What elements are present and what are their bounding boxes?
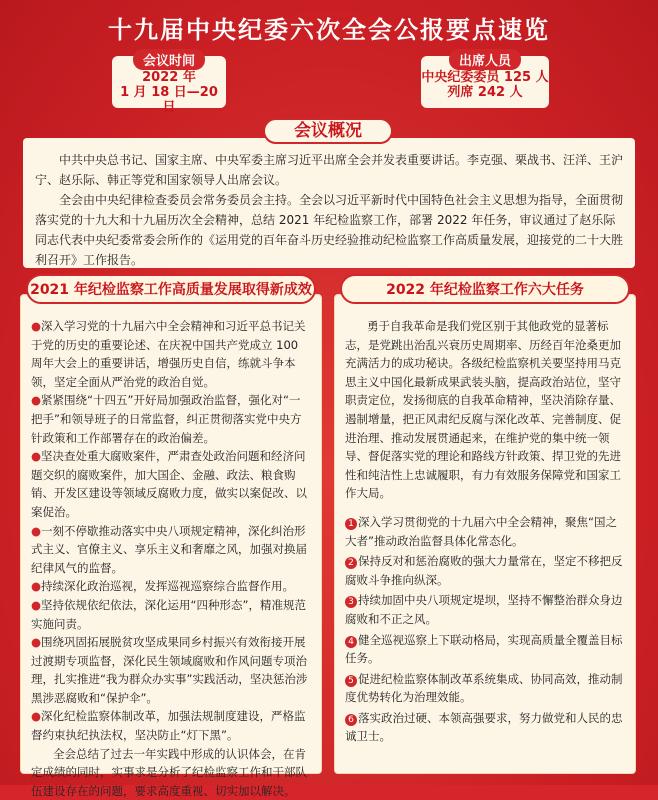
page-title: 十九届中央纪委六次全会公报要点速览 bbox=[108, 16, 550, 44]
attendees-members: 中央纪委委员 125 人 bbox=[421, 70, 549, 85]
number-badge-icon: 4 bbox=[345, 636, 357, 648]
number-badge-icon: 1 bbox=[345, 518, 357, 530]
list-item: ●坚决查处重大腐败案件，严肃查处政治问题和经济问题交织的腐败案件，加大国企、金融、政法、粮食购销、开发区建设等领域反腐败力度，做实以案促改、以案促治。 bbox=[31, 449, 307, 519]
number-badge-icon: 2 bbox=[345, 557, 357, 569]
list-item: ●深化纪检监察体制改革，加强法规制度建设，严格监督约束执纪执法权，坚决防止“灯下黑”。 bbox=[31, 709, 306, 743]
summary-paragraph: 全会总结了过去一年实践中形成的认识体会，在肯定成绩的同时，实事求是分析了纪检监察工作和干部队伍建设存在的问题，要求高度重视、切实加以解决。 bbox=[31, 746, 307, 798]
meeting-dates: 1 月 18 日—20 日 bbox=[120, 85, 218, 115]
bullet-icon: ● bbox=[31, 709, 42, 724]
list-item: 2 保持反对和惩治腐败的强大力量常在，坚定不移把反腐败斗争推向纵深。 bbox=[345, 554, 623, 587]
overview-paragraph: 中共中央总书记、国家主席、中央军委主席习近平出席全会并发表重要讲话。李克强、栗战书、汪洋、王沪宁、赵乐际、韩正等党和国家领导人出席会议。 bbox=[35, 153, 624, 187]
list-item: 3 持续加固中央八项规定堤坝，坚持不懈整治群众身边腐败和不正之风。 bbox=[345, 593, 623, 626]
achievements-list bbox=[21, 295, 321, 800]
tasks-heading: 2022 年纪检监察工作六大任务 bbox=[340, 274, 630, 304]
bullet-icon: ● bbox=[31, 523, 42, 538]
list-item: ●深入学习党的十九届六中全会精神和习近平总书记关于党的历史的重要论述、在庆祝中国共产党成立 100 周年大会上的重要讲话，增强历史自信，练就斗争本领，坚定全面从严治党的政治自觉。 bbox=[31, 319, 306, 389]
list-item: 1 深入学习贯彻党的十九届六中全会精神，聚焦“国之大者”推动政治监督具体化常态化。 bbox=[345, 514, 617, 548]
tasks-intro: 勇于自我革命是我们党区别于其他政党的显著标志，是党跳出治乱兴衰历史周期率、历经百年沧桑更加充满活力的成功秘诀。各级纪检监察机关要坚持用马克思主义中国化最新成果武装头脑，提高政治站位，坚守职责定位，发扬彻底的自我革命精神，坚决消除存量、遏制增量，把正风肃纪反腐与深化改革、完善制度、促进治理、推动发展贯通起来，在维护党的集中统一领导、督促落实党的理论和路线方针政策、捍卫党的先进性和纯洁性上忠诚履职，有力有效服务保障党和国家工作大局。 bbox=[345, 319, 621, 501]
tasks-panel bbox=[334, 294, 636, 774]
meeting-year: 2022 年 bbox=[142, 70, 196, 85]
list-item: 4 健全巡视巡察上下联动格局，实现高质量全覆盖目标任务。 bbox=[345, 632, 623, 666]
bullet-icon: ● bbox=[31, 579, 42, 594]
list-item: ●一刻不停歇推动落实中央八项规定精神，深化纠治形式主义、官僚主义、享乐主义和奢靡之风，加强对换届纪律风气的监督。 bbox=[31, 523, 307, 575]
bullet-icon: ● bbox=[31, 597, 42, 612]
bullet-icon: ● bbox=[31, 449, 42, 464]
overview-paragraph: 全会由中央纪律检查委员会常务委员会主持。全会以习近平新时代中国特色社会主义思想为指导，全面贯彻落实党的十九大和十九届历次全会精神，总结 2021 年纪检监察工作，部署 2022 年任务，审议通过了赵乐际同志代表中央纪委常委会所作的《运用党的百年奋斗历史经验推动纪检监察工作高质量发展，迎接党的二十大胜利召开》工作报告。 bbox=[35, 193, 624, 267]
achievements-heading: 2021 年纪检监察工作高质量发展取得新成效 bbox=[26, 274, 316, 304]
attendees-label: 出席人员 bbox=[449, 49, 521, 70]
attendees-box bbox=[421, 56, 549, 108]
bullet-icon: ● bbox=[31, 393, 42, 408]
number-badge-icon: 5 bbox=[345, 675, 357, 687]
bullet-icon: ● bbox=[31, 635, 42, 650]
list-item: 6 落实政治过硬、本领高强要求，努力做党和人民的忠诚卫士。 bbox=[345, 710, 623, 744]
meeting-time-box bbox=[112, 54, 226, 115]
list-item: ●紧紧围绕“十四五”开好局加强政治监督，强化对“一把手”和领导班子的日常监督，纠正贯彻落实党中央方针政策和工作部署存在的政治偏差。 bbox=[31, 393, 302, 445]
list-item: ●围绕巩固拓展脱贫攻坚成果同乡村振兴有效衔接开展过渡期专项监督，深化民生领域腐败和作风问题专项治理，扎实推进“我为群众办实事”实践活动，坚决惩治涉黑涉恶腐败和“保护伞”。 bbox=[31, 635, 308, 705]
number-badge-icon: 6 bbox=[345, 714, 357, 726]
bullet-icon: ● bbox=[31, 319, 42, 333]
number-badge-icon: 3 bbox=[345, 596, 357, 608]
meeting-time-label: 会议时间 bbox=[133, 49, 205, 70]
overview-section bbox=[23, 138, 635, 268]
tasks-list bbox=[335, 503, 635, 746]
overview-heading: 会议概况 bbox=[263, 118, 393, 144]
list-item: ●坚持依规依纪依法，深化运用“四种形态”，精准规范实施问责。 bbox=[31, 597, 306, 631]
list-item: ●持续深化政治巡视，发挥巡视巡察综合监督作用。 bbox=[31, 579, 295, 594]
list-item: 5 促进纪检监察体制改革系统集成、协同高效，推动制度优势转化为治理效能。 bbox=[345, 671, 623, 705]
achievements-panel bbox=[20, 294, 322, 798]
attendees-observers: 列席 242 人 bbox=[447, 85, 523, 100]
